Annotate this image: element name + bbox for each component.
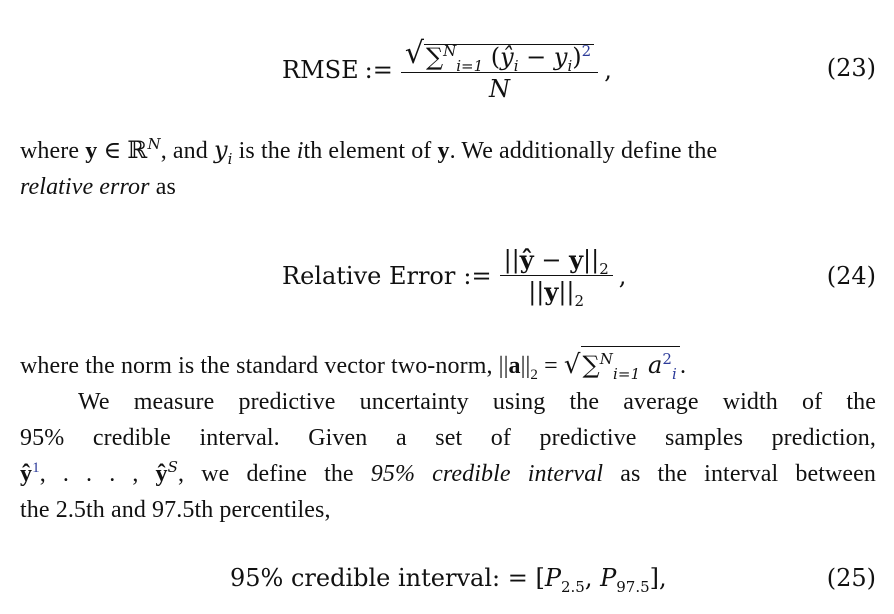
relative-error-fraction [500, 245, 613, 310]
equation-number-25: (25) [826, 564, 876, 592]
relative-error-label: Relative Error [282, 262, 456, 290]
paragraph-1: where y ∈ ℝ$^N$, and $y_i$ is the ith element of y. We additionally define the relative error as [20, 135, 718, 200]
assign-symbol: := [364, 56, 393, 84]
paragraph-3: We measure predictive uncertainty using the average width of the 95% credible interval. Given a set of predictive samples prediction, $ŷ^1$, . . . , $ŷ^S$, we define the 95% credible interval as the interval between the 2.5th and 97.5th percentiles, [20, 389, 877, 523]
rmse-denominator: N [489, 75, 510, 103]
paper-page: RMSE := √ ∑$^N_{i=1}$ $(ŷ_i - y_i)^2$ N , (23) where y ∈ ℝ$^N$, and $y_i$ is the ith element of y. We additionally define the relative error as Relative Error := $\frac{||ŷ - y||_2}{||y||_2}$ , (24) where the norm is the standard vector two-norm, $||a||_2 = √\sum^N_{i=1}$ $a^2_i$ . We measure predictive uncertainty using the average width of the 95% credible interval. Given a set of predictive samples prediction, $ŷ^1$, . . . , $ŷ^S$, we define the 95% credible interval as the interval between the 2.5th and 97.5th percentiles, 95% credible interval: = [$P_{2.5}$, $P_{97.5}$], (25) [20, 36, 877, 596]
rmse-label: RMSE [282, 56, 359, 84]
rmse-radicand: ∑$^N_{i=1}$ $(ŷ_i - y_i)^2$ [424, 44, 594, 69]
relative-error-denominator: $||y||_2$ [528, 277, 585, 310]
assign-symbol: := [463, 262, 492, 290]
rmse-fraction: √ ∑$^N_{i=1}$ $(ŷ_i - y_i)^2$ N [401, 39, 598, 101]
relative-error-numerator: ||ŷ − $y||_2$ [500, 248, 613, 276]
paragraph-2: where the norm is the standard vector two-norm, $||a||_2 = √\sum^N_{i=1}$ $a^2_i$ . [20, 346, 876, 384]
equation-number-24: (24) [826, 262, 876, 290]
norm-radicand: ∑$^N_{i=1}$ $a^2_i$ [581, 346, 680, 383]
credible-interval-label: 95% credible interval [230, 564, 492, 592]
equation-number-23: (23) [826, 54, 876, 82]
